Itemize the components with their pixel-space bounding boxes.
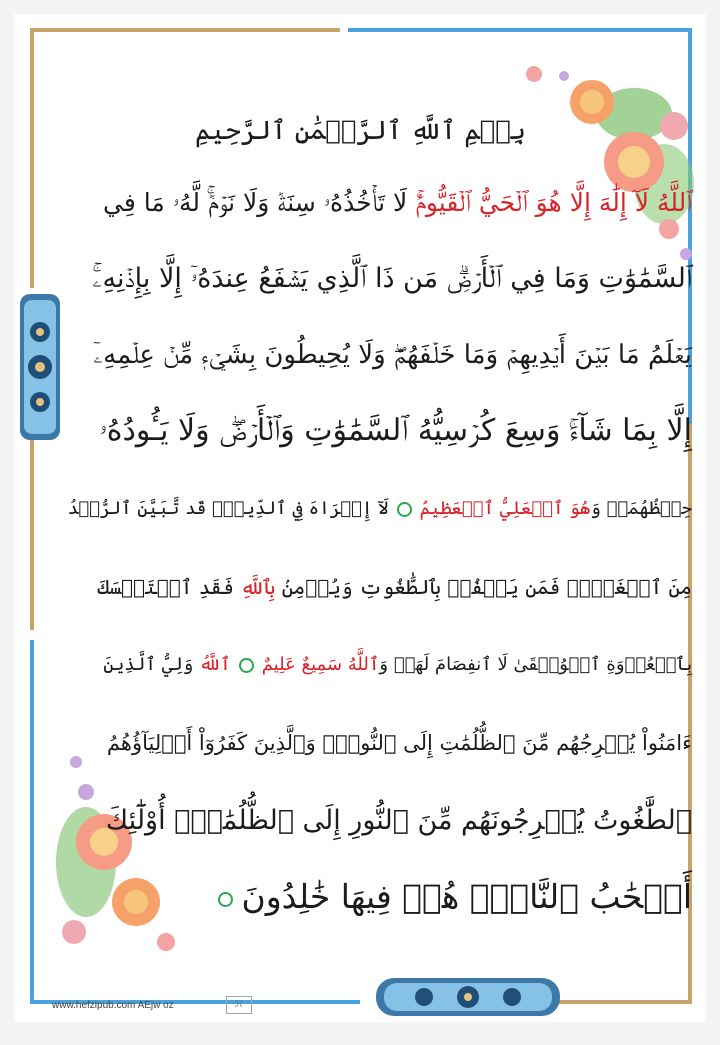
footer-website: www.hefzipub.com AEjw oz (52, 1000, 174, 1011)
verse-line-1 (103, 178, 692, 228)
frame-top-right (348, 28, 688, 32)
frame-top-left (30, 28, 340, 32)
verse-text: إِلَّا بِمَا شَآءَۚ وَسِعَ كُرۡسِيُّهُ ٱلسَّمَٰوَٰتِ وَٱلۡأَرۡضَۖ وَلَا يَـُٔودُهُۥ (99, 413, 692, 448)
verse-text: فَقَدِ ٱسۡتَمۡسَكَ (97, 575, 241, 599)
frame-left-bottom (30, 640, 34, 1004)
left-ornament-icon (18, 292, 62, 442)
highlighted-phrase: هُوَ ٱلۡعَلِيُّ ٱلۡعَظِيمُ (419, 498, 591, 519)
verse-line-3 (93, 330, 692, 380)
verse-text: لَا تَأۡخُذُهُۥ سِنَةٞ وَلَا نَوۡمٞۚ لَّهُۥ مَا فِي (103, 188, 416, 217)
verse-line-8 (107, 718, 692, 768)
verse-text: مِنَ ٱلۡغَيِّۚ فَمَن يَكۡفُرۡ بِٱلطَّٰغُوتِ وَيُؤۡمِنۢ (275, 575, 692, 599)
highlighted-phrase: ٱللَّهُ لَآ إِلَٰهَ إِلَّا (561, 188, 692, 217)
verse-line-2 (92, 254, 692, 304)
verse-line-10 (210, 872, 692, 922)
bottom-ornament-icon (374, 974, 562, 1020)
verse-text: ٱلطَّٰغُوتُ يُخۡرِجُونَهُم مِّنَ ٱلنُّورِ إِلَى ٱلظُّلُمَٰتِۗ أُوْلَٰٓئِكَ (105, 805, 692, 836)
highlighted-phrase: ٱللَّهُ (199, 654, 231, 675)
highlighted-phrase: هُوَ ٱلۡحَيُّ ٱلۡقَيُّومُۚ (415, 188, 562, 217)
basmala: بِسۡمِ ٱللَّهِ ٱلرَّحۡمَٰنِ ٱلرَّحِيمِ (195, 116, 526, 146)
verse-line-5 (68, 484, 692, 534)
verse-end-marker-icon (397, 502, 412, 517)
verse-text: حِفۡظُهُمَاۚ وَ (590, 498, 692, 519)
verse-line-4 (99, 406, 692, 456)
frame-left-middle (30, 434, 34, 630)
verse-text-area (67, 106, 706, 976)
verse-end-marker-icon (239, 658, 254, 673)
publisher-logo: ℋ (226, 996, 252, 1014)
verse-text: أَصۡحَٰبُ ٱلنَّارِۖ هُمۡ فِيهَا خَٰلِدُونَ (241, 877, 692, 916)
verse-text: يَعۡلَمُ مَا بَيۡنَ أَيۡدِيهِمۡ وَمَا خَلۡفَهُمۡۖ وَلَا يُحِيطُونَ بِشَيۡءٖ مِّنۡ عِلۡمِهِۦٓ (93, 340, 692, 370)
verse-text: ٱلسَّمَٰوَٰتِ وَمَا فِي ٱلۡأَرۡضِۗ مَن ذَا ٱلَّذِي يَشۡفَعُ عِندَهُۥٓ إِلَّا بِإِذۡنِهِۦۚ (92, 263, 692, 294)
frame-bottom-right (554, 1000, 692, 1004)
verse-line-6 (98, 562, 692, 612)
highlighted-phrase: بِٱللَّهِ (240, 575, 276, 599)
verse-text: لَآ إِكۡرَاهَ فِي ٱلدِّينِۖ قَد تَّبَيَّنَ ٱلرُّشۡدُ (67, 498, 389, 519)
highlighted-phrase: ٱللَّهُ سَمِيعٌ عَلِيمٌ (261, 654, 380, 675)
verse-line-7 (103, 640, 692, 690)
verse-line-9 (106, 796, 692, 846)
page (14, 14, 706, 1022)
verse-text: بِٱلۡعُرۡوَةِ ٱلۡوُثۡقَىٰ لَا ٱنفِصَامَ لَهَاۗ وَ (379, 654, 692, 675)
verse-text: وَلِيُّ ٱلَّذِينَ (103, 654, 200, 675)
frame-left-top (30, 28, 34, 288)
verse-text: ءَامَنُواْ يُخۡرِجُهُم مِّنَ ٱلظُّلُمَٰتِ إِلَى ٱلنُّورِۖ وَٱلَّذِينَ كَفَرُوٓاْ أَوۡلِيَآؤُهُمُ (106, 731, 692, 755)
verse-end-marker-icon (218, 892, 233, 907)
